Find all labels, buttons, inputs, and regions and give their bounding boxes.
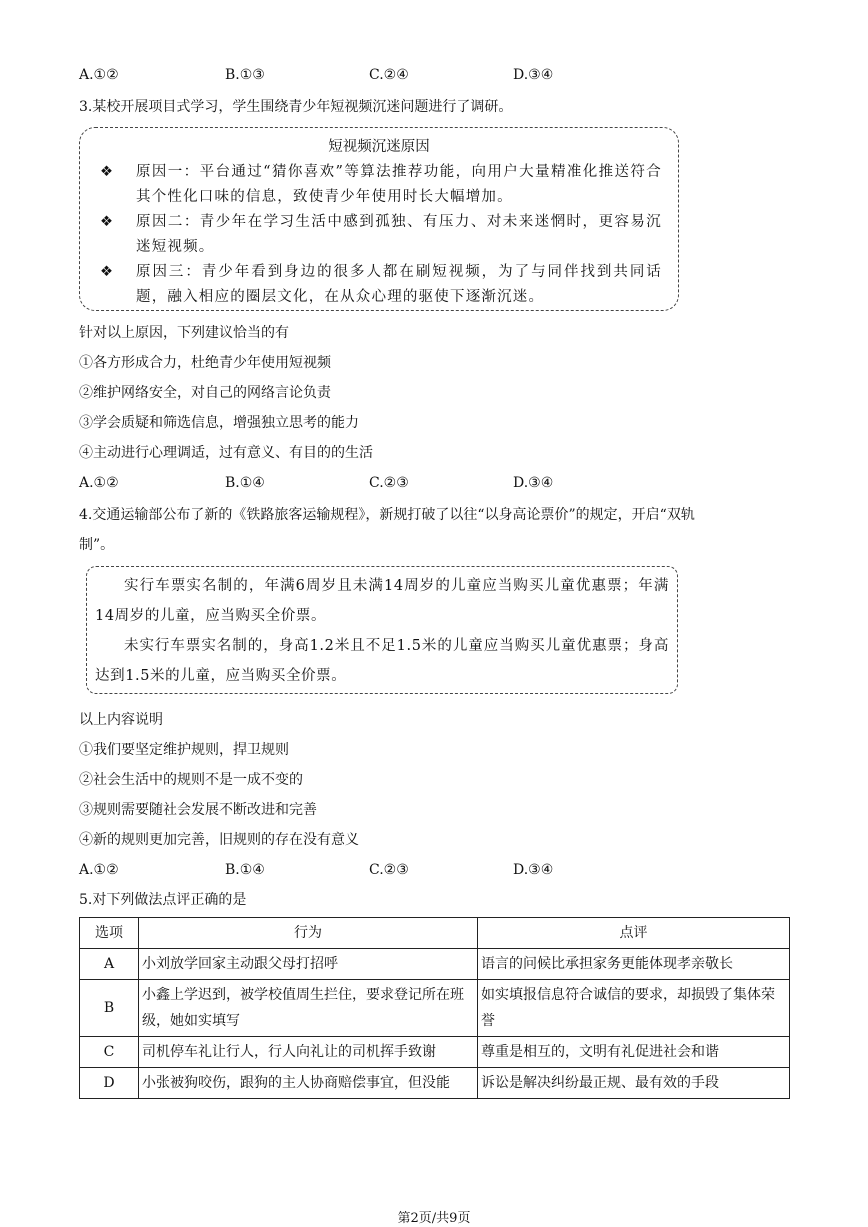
- diamond-bullet-icon: ❖: [100, 264, 113, 280]
- row-option: C: [80, 1037, 139, 1068]
- q3-option-b: B.①④: [225, 475, 265, 491]
- q4-item-2: ②社会生活中的规则不是一成不变的: [79, 772, 303, 788]
- q4-paragraph-2: 未实行车票实名制的，身高1.2米且不足1.5米的儿童应当购买儿童优惠票；身高达到1.5米的儿童，应当购买全价票。: [95, 638, 669, 684]
- row-option: B: [80, 980, 139, 1037]
- q3-options: [79, 473, 699, 493]
- q4-stem-line2: 制”。: [79, 537, 115, 553]
- q3-box-title: 短视频沉迷原因: [328, 139, 430, 155]
- row-option: A: [80, 949, 139, 980]
- q4-prompt: 以上内容说明: [79, 712, 163, 728]
- row-option: D: [80, 1068, 139, 1099]
- row-behavior: 小刘放学回家主动跟父母打招呼: [139, 949, 478, 980]
- table-row: [80, 949, 790, 980]
- q3-reason-box: [79, 127, 679, 311]
- q3-reason-2: ❖ 原因二：青少年在学习生活中感到孤独、有压力、对未来迷惘时，更容易沉迷短视频。: [100, 210, 662, 260]
- q3-reason-1: ❖ 原因一：平台通过“猜你喜欢”等算法推荐功能，向用户大量精准化推送符合其个性化口味的信息，致使青少年使用时长大幅增加。: [100, 160, 662, 210]
- q2-option-d: D.③④: [513, 67, 554, 83]
- q3-item-4: ④主动进行心理调适，过有意义、有目的的生活: [79, 445, 373, 461]
- q3-stem: 3.某校开展项目式学习，学生围绕青少年短视频沉迷问题进行了调研。: [79, 99, 513, 115]
- q4-option-b: B.①④: [225, 862, 265, 878]
- q4-rule-box: [86, 566, 678, 694]
- q4-option-a: A.①②: [79, 862, 119, 878]
- table-row: [80, 980, 790, 1037]
- q2-option-b: B.①③: [225, 67, 265, 83]
- table-header-row: [80, 918, 790, 949]
- row-behavior: 司机停车礼让行人，行人向礼让的司机挥手致谢: [139, 1037, 478, 1068]
- q3-option-c: C.②③: [369, 475, 409, 491]
- row-comment: 尊重是相互的，文明有礼促进社会和谐: [478, 1037, 790, 1068]
- table-row: [80, 1068, 790, 1099]
- q2-option-a: A.①②: [79, 67, 119, 83]
- q4-item-1: ①我们要坚定维护规则，捍卫规则: [79, 742, 289, 758]
- diamond-bullet-icon: ❖: [100, 214, 113, 230]
- q2-options: [79, 65, 699, 85]
- q4-item-3: ③规则需要随社会发展不断改进和完善: [79, 802, 317, 818]
- q4-option-d: D.③④: [513, 862, 554, 878]
- header-behavior: 行为: [139, 918, 478, 949]
- row-comment: 诉讼是解决纠纷最正规、最有效的手段: [478, 1068, 790, 1099]
- row-behavior: 小鑫上学迟到，被学校值周生拦住，要求登记所在班级，她如实填写: [139, 980, 478, 1037]
- row-comment: 如实填报信息符合诚信的要求，却损毁了集体荣誉: [478, 980, 790, 1037]
- page-footer: 第2页/共9页: [397, 1211, 471, 1226]
- table-row: [80, 1037, 790, 1068]
- q3-item-2: ②维护网络安全，对自己的网络言论负责: [79, 385, 331, 401]
- header-option: 选项: [80, 918, 139, 949]
- q4-options: [79, 860, 699, 880]
- q4-stem-line1: 4.交通运输部公布了新的《铁路旅客运输规程》，新规打破了以往“以身高论票价”的规定，开启“双轨: [79, 507, 695, 523]
- row-behavior: 小张被狗咬伤，跟狗的主人协商赔偿事宜，但没能: [139, 1068, 478, 1099]
- q3-prompt: 针对以上原因，下列建议恰当的有: [79, 325, 289, 341]
- header-comment: 点评: [478, 918, 790, 949]
- q4-paragraph-1: 实行车票实名制的，年满6周岁且未满14周岁的儿童应当购买儿童优惠票；年满14周岁的儿童，应当购买全价票。: [95, 578, 669, 624]
- q3-option-d: D.③④: [513, 475, 554, 491]
- q5-table: [79, 917, 790, 1099]
- q5-stem: 5.对下列做法点评正确的是: [79, 892, 247, 908]
- q3-item-1: ①各方形成合力，杜绝青少年使用短视频: [79, 355, 331, 371]
- q4-option-c: C.②③: [369, 862, 409, 878]
- q3-reason-3: ❖ 原因三：青少年看到身边的很多人都在刷短视频，为了与同伴找到共同话题，融入相应的圈层文化，在从众心理的驱使下逐渐沉迷。: [100, 260, 662, 310]
- diamond-bullet-icon: ❖: [100, 164, 113, 180]
- q3-item-3: ③学会质疑和筛选信息，增强独立思考的能力: [79, 415, 359, 431]
- row-comment: 语言的问候比承担家务更能体现孝亲敬长: [478, 949, 790, 980]
- q2-option-c: C.②④: [369, 67, 409, 83]
- q4-item-4: ④新的规则更加完善，旧规则的存在没有意义: [79, 832, 359, 848]
- q3-option-a: A.①②: [79, 475, 119, 491]
